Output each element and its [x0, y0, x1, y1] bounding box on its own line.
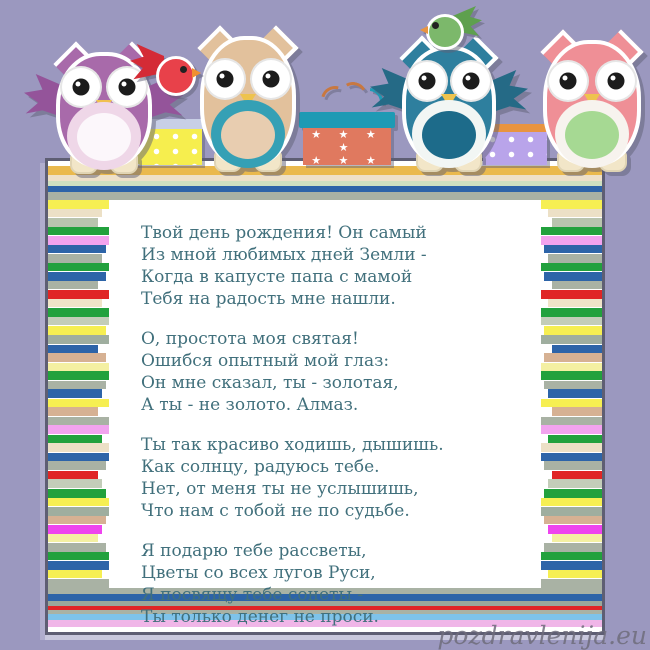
stripe: [48, 425, 109, 434]
stripe: [541, 263, 602, 272]
stripe: [541, 236, 602, 245]
poem-line: Твой день рождения! Он самый: [141, 223, 427, 243]
stripe: [541, 425, 602, 434]
stripe: [552, 407, 602, 416]
poem-line: Тебя на радость мне нашли.: [141, 289, 396, 309]
stripe-column-right: [541, 200, 602, 588]
owl-eye-icon: [252, 60, 290, 98]
stripe: [541, 552, 602, 561]
owl-pupil-icon: [608, 73, 625, 90]
stripe: [548, 479, 602, 488]
stripe: [541, 227, 602, 236]
stripe: [541, 363, 602, 372]
stripe: [48, 335, 109, 344]
poem-line: Ты только денег не проси.: [141, 607, 379, 627]
gift-stars: ★ ★ ★ ★: [311, 128, 383, 154]
poem-stanza: [141, 328, 444, 416]
stripe: [48, 471, 98, 480]
owl-body: [200, 36, 296, 166]
stripe: [541, 561, 602, 570]
stripe: [48, 245, 106, 254]
stripe: [48, 399, 109, 408]
stripe: [48, 443, 109, 452]
poem-line: Что нам с тобой не по судьбе.: [141, 501, 410, 521]
stripe: [48, 552, 109, 561]
stripe: [48, 218, 98, 227]
stripe: [541, 317, 602, 326]
bird-beak-icon: [192, 68, 201, 78]
stripe: [548, 570, 602, 579]
owl-belly: [412, 100, 486, 168]
stripe: [541, 290, 602, 299]
stripe: [541, 200, 602, 209]
poem-line: А ты - не золото. Алмаз.: [141, 395, 359, 415]
stripe: [544, 272, 602, 281]
stripe: [48, 579, 109, 588]
stripe: [541, 579, 602, 588]
poem-line: Ошибся опытный мой глаз:: [141, 351, 390, 371]
stripe: [541, 443, 602, 452]
owl-body: [402, 46, 496, 166]
stripe: [48, 299, 102, 308]
stripe: [544, 353, 602, 362]
stripe: [48, 263, 109, 272]
stripe: [48, 417, 109, 426]
bird-body: [156, 56, 196, 96]
gift-lid: [299, 112, 395, 128]
stripe: [48, 363, 109, 372]
stripe: [541, 371, 602, 380]
poem-stanza: [141, 434, 444, 522]
poem-line: Ты так красиво ходишь, дышишь.: [141, 435, 444, 455]
stripe: [552, 345, 602, 354]
stripe: [48, 543, 106, 552]
stripe: [48, 479, 102, 488]
poem-line: Цветы со всех лугов Руси,: [141, 563, 376, 583]
gift-box: [303, 128, 391, 165]
stripe: [48, 389, 102, 398]
stripe: [552, 218, 602, 227]
stripe: [544, 489, 602, 498]
poem-line: Нет, от меня ты не услышишь,: [141, 479, 419, 499]
stripe: [548, 299, 602, 308]
stripe: [541, 453, 602, 462]
owl-pupil-icon: [263, 71, 280, 88]
owl-eye-icon: [206, 60, 244, 98]
green-bird-icon: [418, 6, 480, 50]
owl-belly: [67, 102, 141, 170]
stripe: [541, 308, 602, 317]
stripe: [48, 353, 106, 362]
stripe: [48, 561, 109, 570]
stripe: [541, 399, 602, 408]
bird-body: [426, 14, 464, 50]
stripe: [544, 543, 602, 552]
stripe: [544, 381, 602, 390]
poem-line: Из мной любимых дней Земли -: [141, 245, 427, 265]
poem-line: Он мне сказал, ты - золотая,: [141, 373, 399, 393]
stripe: [48, 236, 109, 245]
red-bird-icon: [138, 44, 198, 104]
stripe: [48, 507, 109, 516]
owl-eye-icon: [549, 62, 587, 100]
stripe: [48, 254, 102, 263]
stripe-column-left: [48, 200, 109, 588]
stripe: [541, 498, 602, 507]
owl-belly-inner: [422, 111, 476, 159]
stripe: [48, 345, 98, 354]
stripe: [48, 516, 106, 525]
stripe: [48, 534, 98, 543]
stripe: [48, 308, 109, 317]
owl-belly: [211, 100, 285, 168]
stripe: [548, 525, 602, 534]
stripe: [48, 209, 102, 218]
stripe: [544, 326, 602, 335]
stripe: [48, 570, 102, 579]
stripe: [48, 371, 109, 380]
owl-tan: [200, 36, 296, 166]
stripe: [548, 254, 602, 263]
stripe: [48, 453, 109, 462]
stripe: [48, 227, 109, 236]
owl-eye-icon: [452, 62, 490, 100]
stripe: [541, 507, 602, 516]
stripe: [48, 435, 102, 444]
stripe: [48, 498, 109, 507]
bird-beak-icon: [420, 26, 428, 34]
owl-pupil-icon: [73, 79, 90, 96]
poem: [141, 222, 444, 646]
stripe: [548, 209, 602, 218]
stripe: [48, 489, 106, 498]
stripe: [48, 381, 106, 390]
owl-belly-inner: [221, 111, 275, 159]
poem-line: Я посвящу тебе сонеты -: [141, 585, 364, 605]
owl-pupil-icon: [419, 73, 436, 90]
gift-stars: ★ ★ ★: [311, 154, 383, 165]
poem-line: Когда в капусте папа с мамой: [141, 267, 413, 287]
stripe: [541, 335, 602, 344]
stripe: [48, 525, 102, 534]
stripe: [48, 407, 98, 416]
stripe: [544, 461, 602, 470]
stripe: [48, 200, 109, 209]
owl-pupil-icon: [560, 73, 577, 90]
poem-line: Как солнцу, радуюсь тебе.: [141, 457, 380, 477]
owl-body: [543, 40, 641, 166]
owl-pupil-icon: [119, 79, 136, 96]
stripe: [48, 272, 106, 281]
stripe: [48, 461, 106, 470]
owl-pupil-icon: [463, 73, 480, 90]
stripe: [48, 281, 98, 290]
stripe: [541, 417, 602, 426]
stripe: [544, 245, 602, 254]
watermark: pozdravlenija.eu: [437, 621, 647, 650]
owl-belly-inner: [565, 111, 619, 159]
stripe: [48, 192, 602, 200]
stripe: [552, 534, 602, 543]
stripe: [48, 290, 109, 299]
stripe: [48, 317, 109, 326]
owl-teal: [402, 46, 496, 166]
bird-eye-icon: [180, 66, 187, 73]
poem-stanza: [141, 222, 444, 310]
stripe: [48, 326, 106, 335]
owl-eye-icon: [597, 62, 635, 100]
owl-belly-inner: [77, 113, 131, 161]
poem-line: О, простота моя святая!: [141, 329, 359, 349]
stripe: [544, 516, 602, 525]
poem-line: Я подарю тебе рассветы,: [141, 541, 367, 561]
poem-stanza: [141, 540, 444, 628]
stripe: [548, 435, 602, 444]
owl-eye-icon: [62, 68, 100, 106]
stripe: [552, 281, 602, 290]
stripe: [552, 471, 602, 480]
owl-belly: [555, 100, 629, 168]
owl-pupil-icon: [217, 71, 234, 88]
gift-salmon: [303, 112, 391, 165]
bird-eye-icon: [432, 22, 439, 29]
owl-pink: [543, 40, 641, 166]
stripe: [548, 389, 602, 398]
